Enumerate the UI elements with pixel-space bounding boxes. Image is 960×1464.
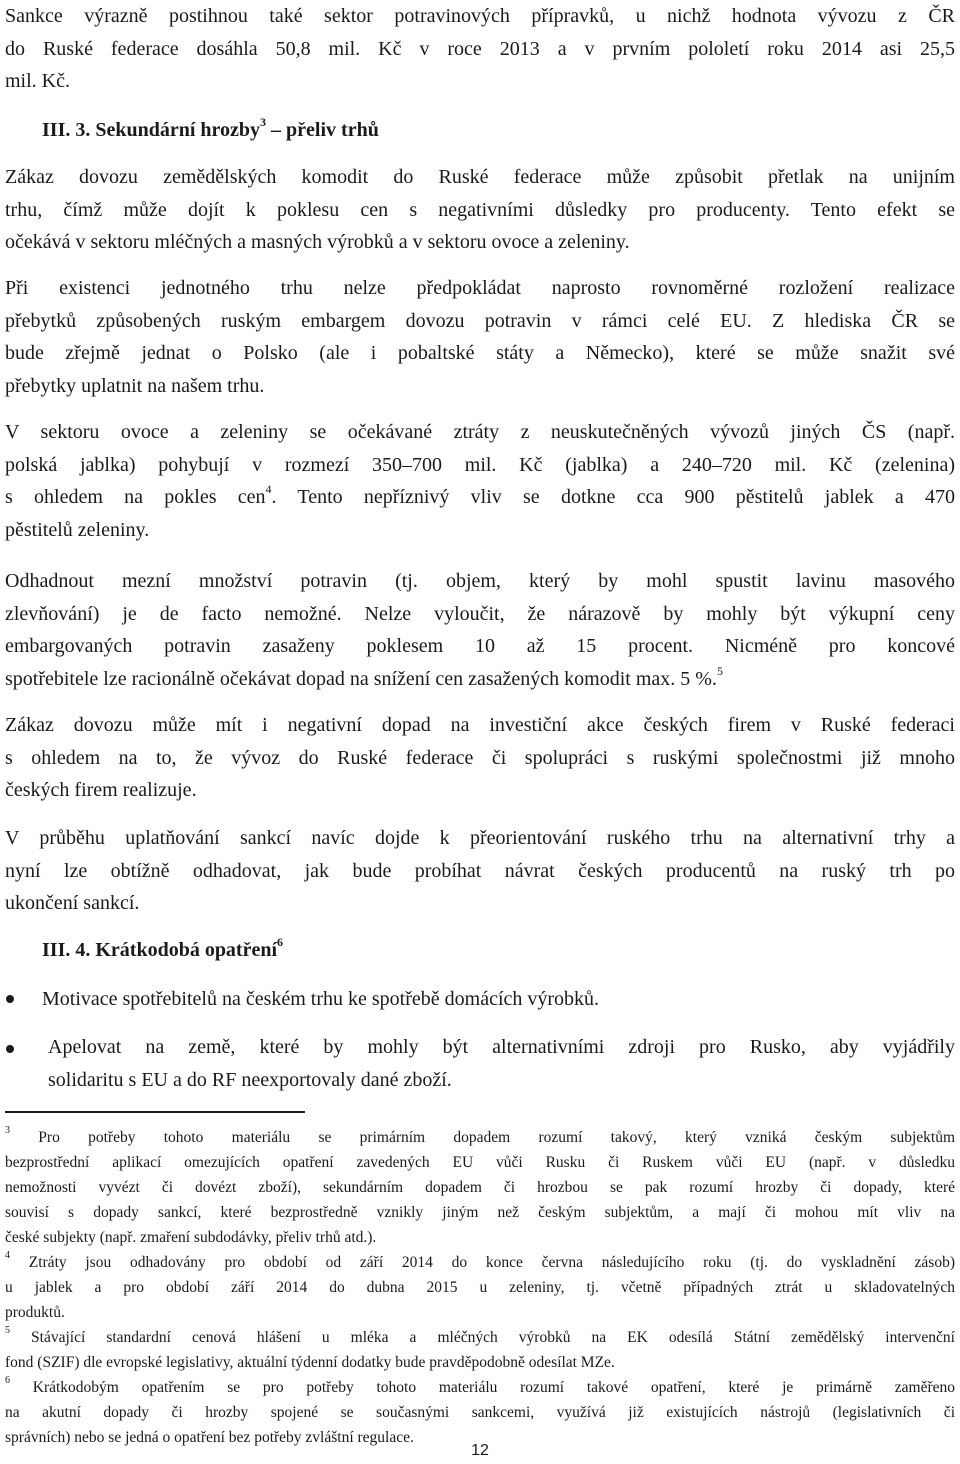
bullet-text bbox=[48, 1031, 955, 1096]
paragraph bbox=[5, 416, 955, 546]
text-line: ukončení sankcí. bbox=[5, 892, 140, 914]
page-number: 12 bbox=[471, 1442, 489, 1459]
text-line: Zákaz dovozu může mít i negativní dopad na investiční akce českých firem v Ruské federaci bbox=[5, 714, 955, 736]
bullet-item bbox=[0, 1031, 955, 1099]
text-line: mil. Kč. bbox=[5, 70, 70, 92]
text-line bbox=[5, 481, 955, 514]
section-heading-text: III. 4. Krátkodobá opatření bbox=[42, 939, 278, 961]
text-fragment: . Tento nepříznivý vliv se dotkne cca 900 pěstitelů jablek a 470 bbox=[271, 486, 956, 508]
footnote-number: 5 bbox=[5, 1324, 10, 1336]
text-line: bude zřejmě jednat o Polsko (ale i pobaltské státy a Německo), které se může snažit své bbox=[5, 342, 955, 364]
footnote-line: u jablek a pro období září 2014 do dubna 2015 u zeleniny, tj. včetně případných ztrát u skladovatelných bbox=[5, 1279, 955, 1296]
bullet-item bbox=[0, 983, 955, 1015]
text-line: zlevňování) je de facto nemožné. Nelze vyloučit, že nárazově by mohly být výkupní ceny bbox=[5, 602, 955, 625]
text-line bbox=[5, 663, 955, 696]
text-line: solidaritu s EU a do RF neexportovaly dané zboží. bbox=[48, 1068, 452, 1091]
text-line: nyní lze obtížně odhadovat, jak bude probíhat návrat českých producentů na ruský trh po bbox=[5, 859, 955, 882]
intro-paragraph bbox=[5, 0, 955, 98]
footnote-line bbox=[5, 1375, 955, 1400]
text-line: Sankce výrazně postihnou také sektor potravinových přípravků, u nichž hodnota vývozu z ČR bbox=[5, 5, 955, 27]
footnote-separator bbox=[5, 1111, 305, 1113]
bullet-icon bbox=[6, 1045, 14, 1053]
footnote-line: nemožnosti vyvézt či dovézt zboží), sekundárním dopadem či hrozbou se pak rozumí hrozby či dopady, které bbox=[5, 1179, 955, 1196]
section-heading bbox=[42, 115, 379, 145]
text-line: embargovaných potravin zasaženy poklesem 10 až 15 procent. Nicméně pro koncové bbox=[5, 635, 955, 657]
text-line: polská jablka) pohybují v rozmezí 350–700 mil. Kč (jablka) a 240–720 mil. Kč (zelenina) bbox=[5, 453, 955, 476]
footnote-line: české subjekty (např. zmaření subdodávky, přeliv trhů atd.). bbox=[5, 1229, 377, 1246]
text-line: Apelovat na země, které by mohly být alternativními zdroji pro Rusko, aby vyjádřily bbox=[48, 1036, 955, 1058]
footnote-line bbox=[5, 1325, 955, 1350]
text-fragment: Pro potřeby tohoto materiálu se primárním dopadem rozumí takový, který vzniká českým subjektům bbox=[10, 1129, 955, 1146]
text-line: s ohledem na to, že vývoz do Ruské federace či spolupráci s ruskými společnostmi již mnoho bbox=[5, 746, 955, 769]
footnote-number: 3 bbox=[5, 1124, 10, 1136]
text-line: přebytků způsobených ruským embargem dovozu potravin v rámci celé EU. Z hlediska ČR se bbox=[5, 309, 955, 332]
text-line: očekává v sektoru mléčných a masných výrobků a v sektoru ovoce a zeleniny. bbox=[5, 231, 630, 253]
footnote-line: správních) nebo se jedná o opatření bez potřeby zvláštní regulace. bbox=[5, 1429, 414, 1446]
text-line: Odhadnout mezní množství potravin (tj. objem, který by mohl spustit lavinu masového bbox=[5, 570, 955, 592]
footnote-ref[interactable]: 5 bbox=[716, 663, 723, 678]
footnote bbox=[5, 1325, 955, 1375]
footnote-line bbox=[5, 1250, 955, 1275]
footnote-number: 6 bbox=[5, 1374, 10, 1386]
footnotes bbox=[5, 1125, 955, 1450]
footnote-line: fond (SZIF) dle evropské legislativy, aktuální týdenní dodatky bude pravděpodobně odesílat MZe. bbox=[5, 1354, 615, 1371]
text-line: přebytky uplatnit na našem trhu. bbox=[5, 374, 265, 397]
text-line: pěstitelů zeleniny. bbox=[5, 518, 150, 541]
text-line: Zákaz dovozu zemědělských komodit do Ruské federace může způsobit přetlak na unijním bbox=[5, 166, 955, 188]
paragraph bbox=[5, 709, 955, 807]
footnote-ref[interactable]: 3 bbox=[260, 115, 267, 130]
text-fragment: Ztráty jsou odhadovány pro období od září 2014 do konce června následujícího roku (tj. do vyskladnění zásob) bbox=[10, 1254, 955, 1271]
text-line: trhu, čímž může dojít k poklesu cen s negativními důsledky pro producenty. Tento efekt se bbox=[5, 198, 955, 221]
text-line: V průběhu uplatňování sankcí navíc dojde k přeorientování ruského trhu na alternativní trhy a bbox=[5, 827, 955, 849]
paragraph bbox=[5, 161, 955, 259]
bullet-icon bbox=[6, 995, 14, 1003]
text-line: českých firem realizuje. bbox=[5, 779, 197, 801]
text-line: do Ruské federace dosáhla 50,8 mil. Kč v roce 2013 a v prvním pololetí roku 2014 asi 25,5 bbox=[5, 37, 955, 60]
section-heading-tail: – přeliv trhů bbox=[266, 119, 379, 141]
text-fragment: s ohledem na pokles cen bbox=[5, 486, 266, 508]
section-heading bbox=[42, 935, 283, 965]
text-fragment: Stávající standardní cenová hlášení u mléka a mléčných výrobků na EK odesílá Státní zemědělský intervenční bbox=[10, 1329, 955, 1346]
footnote-ref[interactable]: 6 bbox=[277, 935, 284, 950]
text-fragment: Krátkodobým opatřením se pro potřeby tohoto materiálu rozumí takové opatření, které je primárně zaměřeno bbox=[10, 1379, 955, 1396]
paragraph bbox=[5, 565, 955, 695]
footnote bbox=[5, 1250, 955, 1325]
text-line: V sektoru ovoce a zeleniny se očekávané ztráty z neuskutečněných vývozů jiných ČS (např. bbox=[5, 421, 955, 443]
footnote-line bbox=[5, 1125, 955, 1150]
text-line: Při existenci jednotného trhu nelze předpokládat naprosto rovnoměrné rozložení realizace bbox=[5, 277, 955, 299]
footnote-line: produktů. bbox=[5, 1304, 65, 1321]
footnote-line: souvisí s dopady sankcí, které bezprostředně vznikly jiným než českým subjektům, a mají či mohou mít vliv na bbox=[5, 1204, 955, 1221]
footnote bbox=[5, 1375, 955, 1450]
footnote-line: bezprostřední aplikací omezujících opatření zavedených EU vůči Rusku či Ruskem vůči EU (např. v důsledku bbox=[5, 1154, 955, 1171]
footnote-line: na akutní dopady či hrozby spojené se současnými sankcemi, využívá již existujících nástrojů (legislativních či bbox=[5, 1404, 955, 1421]
footnote-number: 4 bbox=[5, 1249, 10, 1261]
footnote-ref[interactable]: 4 bbox=[265, 482, 272, 497]
section-heading-text: III. 3. Sekundární hrozby bbox=[42, 119, 261, 141]
paragraph bbox=[5, 822, 955, 920]
paragraph bbox=[5, 272, 955, 402]
bullet-text: Motivace spotřebitelů na českém trhu ke spotřebě domácích výrobků. bbox=[42, 988, 600, 1010]
text-fragment: spotřebitele lze racionálně očekávat dopad na snížení cen zasažených komodit max. 5 %. bbox=[5, 667, 717, 690]
footnote bbox=[5, 1125, 955, 1250]
